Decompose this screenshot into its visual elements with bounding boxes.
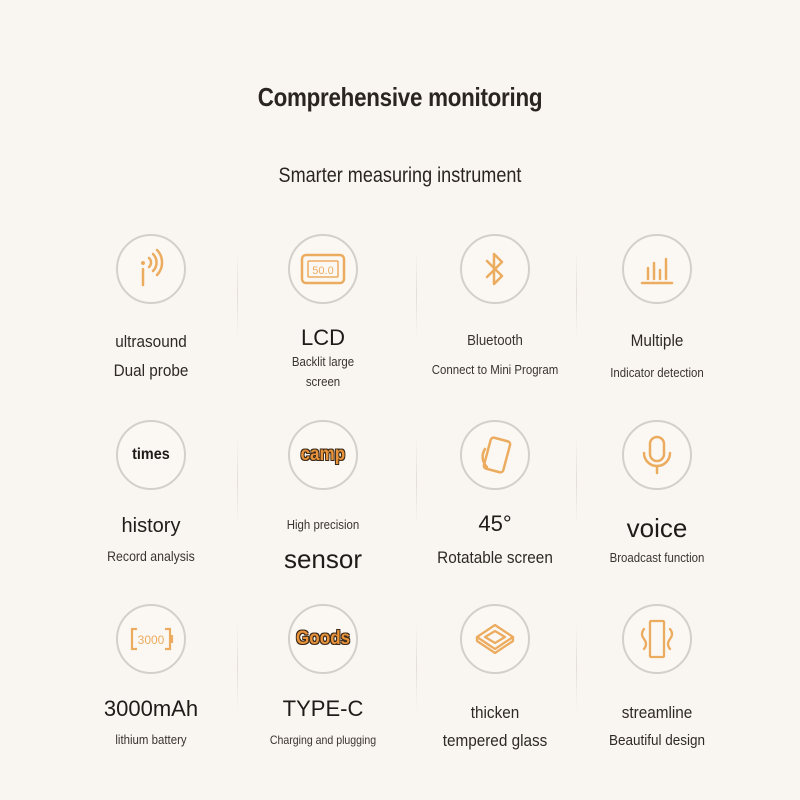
bluetooth-icon <box>460 234 530 304</box>
feature-desc: sensor <box>283 544 363 574</box>
feature-desc-2: screen <box>305 374 341 389</box>
feature-title: streamline <box>621 703 693 722</box>
rotatable-screen-icon <box>460 420 530 490</box>
battery-reading: 3000 <box>137 633 165 647</box>
feature-desc: Record analysis <box>107 548 195 564</box>
feature-streamline <box>572 604 742 779</box>
feature-title: LCD <box>300 325 345 350</box>
feature-desc: Rotatable screen <box>437 548 553 567</box>
camp-text: camp <box>300 444 346 465</box>
page-subtitle: Smarter measuring instrument <box>278 164 522 187</box>
streamline-design-icon <box>622 604 692 674</box>
feature-desc: Indicator detection <box>610 365 704 380</box>
feature-desc: Broadcast function <box>609 550 705 565</box>
feature-desc: Backlit large <box>291 354 355 369</box>
page-title: Comprehensive monitoring <box>257 82 543 112</box>
bar-chart-icon <box>622 234 692 304</box>
times-text: times <box>132 446 170 463</box>
feature-title: Bluetooth <box>467 332 523 349</box>
feature-voice <box>572 420 742 595</box>
feature-title: voice <box>626 513 688 543</box>
battery-icon <box>116 604 186 674</box>
feature-multiple <box>572 234 742 409</box>
feature-desc: lithium battery <box>115 732 187 747</box>
feature-history <box>66 420 236 595</box>
feature-battery <box>66 604 236 779</box>
feature-sensor <box>238 420 408 595</box>
goods-badge-icon <box>288 604 358 674</box>
feature-desc: tempered glass <box>442 731 548 750</box>
feature-title: thicken <box>470 703 520 722</box>
feature-bluetooth <box>410 234 580 409</box>
lcd-reading: 50.0 <box>312 265 334 277</box>
feature-title: 3000mAh <box>103 696 199 721</box>
feature-title: TYPE-C <box>282 696 364 721</box>
feature-desc: Connect to Mini Program <box>431 362 559 377</box>
feature-rotatable <box>410 420 580 595</box>
feature-title: High precision <box>286 517 360 532</box>
feature-desc: Beautiful design <box>608 732 706 749</box>
tempered-glass-icon <box>460 604 530 674</box>
camp-badge-icon <box>288 420 358 490</box>
goods-text: Goods <box>295 628 351 649</box>
feature-title: Multiple <box>630 331 684 350</box>
lcd-screen-icon <box>288 234 358 304</box>
feature-title: history <box>121 515 181 537</box>
feature-lcd <box>238 234 408 409</box>
feature-desc: Dual probe <box>113 361 189 380</box>
feature-tempered-glass <box>410 604 580 779</box>
feature-ultrasound <box>66 234 236 409</box>
feature-title: ultrasound <box>115 332 187 351</box>
times-text-icon <box>116 420 186 490</box>
ultrasound-probe-icon <box>116 234 186 304</box>
feature-desc: Charging and plugging <box>269 733 377 747</box>
feature-title: 45° <box>478 511 512 536</box>
feature-typec <box>238 604 408 779</box>
microphone-icon <box>622 420 692 490</box>
